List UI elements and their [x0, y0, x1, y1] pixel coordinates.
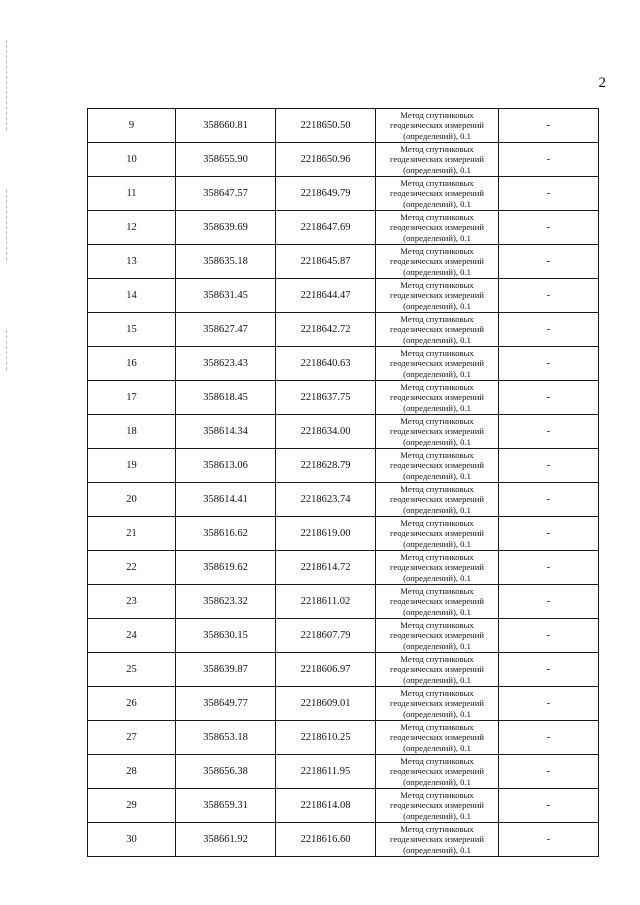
point-number-cell: 10 [88, 143, 176, 177]
x-coordinate-cell: 358635.18 [176, 245, 276, 279]
method-line: геодезических измерений [390, 222, 484, 233]
x-coordinate-cell: 358630.15 [176, 619, 276, 653]
method-cell [376, 721, 499, 755]
y-coordinate-cell: 2218645.87 [276, 245, 376, 279]
method-cell [376, 687, 499, 721]
extra-cell: - [499, 143, 599, 177]
table-row [88, 721, 599, 755]
method-cell [376, 789, 499, 823]
method-line: (определений), 0.1 [403, 572, 471, 583]
point-number-cell: 14 [88, 279, 176, 313]
point-number-cell: 24 [88, 619, 176, 653]
method-line: геодезических измерений [390, 698, 484, 709]
extra-cell: - [499, 551, 599, 585]
table-row [88, 211, 599, 245]
method-line: геодезических измерений [390, 800, 484, 811]
method-line: геодезических измерений [390, 834, 484, 845]
table-row [88, 177, 599, 211]
method-cell [376, 619, 499, 653]
method-line: геодезических измерений [390, 562, 484, 573]
method-line: (определений), 0.1 [403, 402, 471, 413]
extra-cell: - [499, 823, 599, 857]
method-line: (определений), 0.1 [403, 538, 471, 549]
method-cell [376, 415, 499, 449]
extra-cell: - [499, 755, 599, 789]
y-coordinate-cell: 2218642.72 [276, 313, 376, 347]
scan-edge-mark [6, 330, 7, 370]
table-row [88, 551, 599, 585]
method-cell [376, 245, 499, 279]
method-cell [376, 755, 499, 789]
extra-cell: - [499, 619, 599, 653]
method-cell [376, 109, 499, 143]
y-coordinate-cell: 2218614.08 [276, 789, 376, 823]
method-line: Метод спутниковых [400, 619, 474, 630]
table-row [88, 143, 599, 177]
table-row [88, 823, 599, 857]
method-line: Метод спутниковых [400, 245, 474, 256]
coordinates-table [87, 108, 599, 857]
method-line: Метод спутниковых [400, 279, 474, 290]
method-line: геодезических измерений [390, 630, 484, 641]
x-coordinate-cell: 358619.62 [176, 551, 276, 585]
method-line: геодезических измерений [390, 528, 484, 539]
method-line: (определений), 0.1 [403, 436, 471, 447]
method-cell [376, 823, 499, 857]
table-row [88, 449, 599, 483]
extra-cell: - [499, 347, 599, 381]
x-coordinate-cell: 358613.06 [176, 449, 276, 483]
method-line: Метод спутниковых [400, 721, 474, 732]
method-line: Метод спутниковых [400, 755, 474, 766]
method-line: Метод спутниковых [400, 109, 474, 120]
extra-cell: - [499, 381, 599, 415]
x-coordinate-cell: 358623.43 [176, 347, 276, 381]
y-coordinate-cell: 2218647.69 [276, 211, 376, 245]
table-row [88, 517, 599, 551]
coordinates-table-body [88, 109, 599, 857]
extra-cell: - [499, 653, 599, 687]
method-line: (определений), 0.1 [403, 300, 471, 311]
method-line: (определений), 0.1 [403, 232, 471, 243]
x-coordinate-cell: 358649.77 [176, 687, 276, 721]
method-line: Метод спутниковых [400, 653, 474, 664]
y-coordinate-cell: 2218614.72 [276, 551, 376, 585]
point-number-cell: 13 [88, 245, 176, 279]
y-coordinate-cell: 2218644.47 [276, 279, 376, 313]
method-line: Метод спутниковых [400, 313, 474, 324]
method-line: (определений), 0.1 [403, 810, 471, 821]
method-line: геодезических измерений [390, 732, 484, 743]
method-line: (определений), 0.1 [403, 198, 471, 209]
method-line: геодезических измерений [390, 664, 484, 675]
method-line: (определений), 0.1 [403, 776, 471, 787]
method-cell [376, 279, 499, 313]
point-number-cell: 30 [88, 823, 176, 857]
method-cell [376, 585, 499, 619]
x-coordinate-cell: 358655.90 [176, 143, 276, 177]
method-line: Метод спутниковых [400, 449, 474, 460]
method-line: (определений), 0.1 [403, 334, 471, 345]
x-coordinate-cell: 358616.62 [176, 517, 276, 551]
method-line: (определений), 0.1 [403, 368, 471, 379]
table-row [88, 347, 599, 381]
point-number-cell: 19 [88, 449, 176, 483]
method-line: Метод спутниковых [400, 483, 474, 494]
y-coordinate-cell: 2218616.60 [276, 823, 376, 857]
table-row [88, 789, 599, 823]
table-row [88, 109, 599, 143]
y-coordinate-cell: 2218607.79 [276, 619, 376, 653]
extra-cell: - [499, 721, 599, 755]
method-line: геодезических измерений [390, 766, 484, 777]
x-coordinate-cell: 358618.45 [176, 381, 276, 415]
method-cell [376, 517, 499, 551]
x-coordinate-cell: 358659.31 [176, 789, 276, 823]
method-line: Метод спутниковых [400, 687, 474, 698]
scan-edge-mark [6, 40, 7, 130]
method-line: геодезических измерений [390, 290, 484, 301]
point-number-cell: 17 [88, 381, 176, 415]
method-line: геодезических измерений [390, 120, 484, 131]
method-line: геодезических измерений [390, 392, 484, 403]
method-line: (определений), 0.1 [403, 504, 471, 515]
scan-edge-mark [6, 190, 7, 260]
point-number-cell: 11 [88, 177, 176, 211]
point-number-cell: 23 [88, 585, 176, 619]
method-line: (определений), 0.1 [403, 640, 471, 651]
y-coordinate-cell: 2218634.00 [276, 415, 376, 449]
extra-cell: - [499, 517, 599, 551]
method-line: (определений), 0.1 [403, 266, 471, 277]
table-row [88, 381, 599, 415]
y-coordinate-cell: 2218619.00 [276, 517, 376, 551]
method-line: геодезических измерений [390, 256, 484, 267]
table-row [88, 245, 599, 279]
method-cell [376, 653, 499, 687]
method-line: геодезических измерений [390, 188, 484, 199]
method-line: (определений), 0.1 [403, 674, 471, 685]
table-row [88, 619, 599, 653]
method-line: (определений), 0.1 [403, 164, 471, 175]
method-line: Метод спутниковых [400, 585, 474, 596]
method-line: геодезических измерений [390, 494, 484, 505]
method-cell [376, 143, 499, 177]
method-line: Метод спутниковых [400, 211, 474, 222]
y-coordinate-cell: 2218650.50 [276, 109, 376, 143]
table-row [88, 279, 599, 313]
table-row [88, 653, 599, 687]
point-number-cell: 16 [88, 347, 176, 381]
extra-cell: - [499, 279, 599, 313]
method-line: геодезических измерений [390, 358, 484, 369]
y-coordinate-cell: 2218623.74 [276, 483, 376, 517]
method-line: геодезических измерений [390, 596, 484, 607]
table-row [88, 483, 599, 517]
method-line: Метод спутниковых [400, 177, 474, 188]
y-coordinate-cell: 2218640.63 [276, 347, 376, 381]
method-line: (определений), 0.1 [403, 606, 471, 617]
method-line: (определений), 0.1 [403, 844, 471, 855]
table-row [88, 687, 599, 721]
table-row [88, 313, 599, 347]
method-line: (определений), 0.1 [403, 470, 471, 481]
method-cell [376, 177, 499, 211]
extra-cell: - [499, 687, 599, 721]
method-line: Метод спутниковых [400, 789, 474, 800]
page-number: 2 [598, 75, 606, 91]
method-line: (определений), 0.1 [403, 130, 471, 141]
y-coordinate-cell: 2218609.01 [276, 687, 376, 721]
method-line: Метод спутниковых [400, 517, 474, 528]
x-coordinate-cell: 358647.57 [176, 177, 276, 211]
x-coordinate-cell: 358639.87 [176, 653, 276, 687]
extra-cell: - [499, 177, 599, 211]
x-coordinate-cell: 358660.81 [176, 109, 276, 143]
y-coordinate-cell: 2218611.02 [276, 585, 376, 619]
table-row [88, 755, 599, 789]
x-coordinate-cell: 358631.45 [176, 279, 276, 313]
x-coordinate-cell: 358639.69 [176, 211, 276, 245]
extra-cell: - [499, 483, 599, 517]
method-cell [376, 211, 499, 245]
x-coordinate-cell: 358627.47 [176, 313, 276, 347]
method-line: геодезических измерений [390, 154, 484, 165]
extra-cell: - [499, 109, 599, 143]
method-line: Метод спутниковых [400, 415, 474, 426]
point-number-cell: 21 [88, 517, 176, 551]
method-line: Метод спутниковых [400, 823, 474, 834]
y-coordinate-cell: 2218650.96 [276, 143, 376, 177]
x-coordinate-cell: 358614.34 [176, 415, 276, 449]
point-number-cell: 20 [88, 483, 176, 517]
method-cell [376, 381, 499, 415]
method-line: Метод спутниковых [400, 347, 474, 358]
x-coordinate-cell: 358656.38 [176, 755, 276, 789]
extra-cell: - [499, 415, 599, 449]
method-line: геодезических измерений [390, 426, 484, 437]
method-cell [376, 313, 499, 347]
point-number-cell: 29 [88, 789, 176, 823]
method-line: Метод спутниковых [400, 381, 474, 392]
x-coordinate-cell: 358614.41 [176, 483, 276, 517]
method-cell [376, 347, 499, 381]
y-coordinate-cell: 2218610.25 [276, 721, 376, 755]
method-line: геодезических измерений [390, 460, 484, 471]
point-number-cell: 22 [88, 551, 176, 585]
point-number-cell: 25 [88, 653, 176, 687]
point-number-cell: 18 [88, 415, 176, 449]
x-coordinate-cell: 358653.18 [176, 721, 276, 755]
point-number-cell: 9 [88, 109, 176, 143]
table-row [88, 585, 599, 619]
y-coordinate-cell: 2218649.79 [276, 177, 376, 211]
extra-cell: - [499, 245, 599, 279]
point-number-cell: 27 [88, 721, 176, 755]
method-line: (определений), 0.1 [403, 742, 471, 753]
method-line: геодезических измерений [390, 324, 484, 335]
y-coordinate-cell: 2218606.97 [276, 653, 376, 687]
method-cell [376, 551, 499, 585]
extra-cell: - [499, 789, 599, 823]
point-number-cell: 26 [88, 687, 176, 721]
x-coordinate-cell: 358661.92 [176, 823, 276, 857]
extra-cell: - [499, 313, 599, 347]
method-cell [376, 449, 499, 483]
x-coordinate-cell: 358623.32 [176, 585, 276, 619]
point-number-cell: 28 [88, 755, 176, 789]
y-coordinate-cell: 2218611.95 [276, 755, 376, 789]
table-row [88, 415, 599, 449]
y-coordinate-cell: 2218628.79 [276, 449, 376, 483]
extra-cell: - [499, 211, 599, 245]
point-number-cell: 15 [88, 313, 176, 347]
method-cell [376, 483, 499, 517]
extra-cell: - [499, 449, 599, 483]
extra-cell: - [499, 585, 599, 619]
method-line: (определений), 0.1 [403, 708, 471, 719]
method-line: Метод спутниковых [400, 143, 474, 154]
method-line: Метод спутниковых [400, 551, 474, 562]
y-coordinate-cell: 2218637.75 [276, 381, 376, 415]
point-number-cell: 12 [88, 211, 176, 245]
